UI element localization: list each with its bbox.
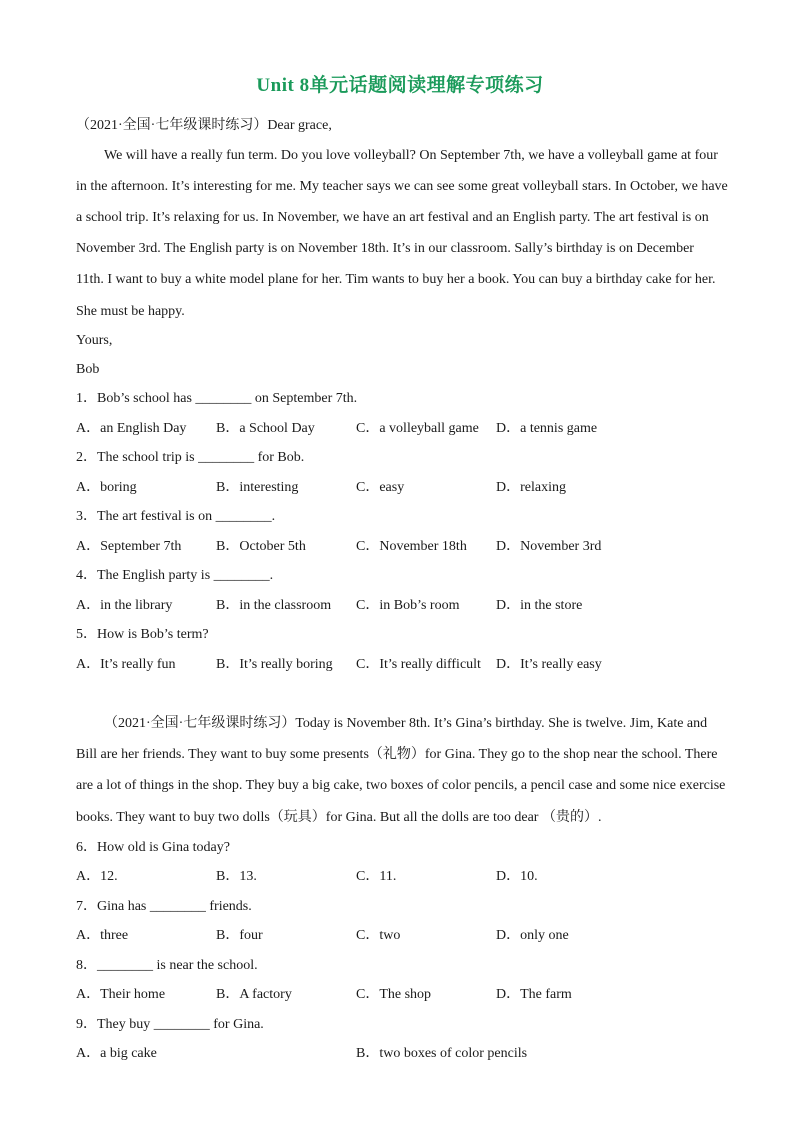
option-2a: A．boring: [76, 480, 137, 495]
option-7a: A．three: [76, 928, 129, 943]
option-9a: A．a big cake: [76, 1046, 157, 1061]
passage2-line: books. They want to buy two dolls（玩具）for Gina. But all the dolls are too dear （贵的）.: [76, 810, 602, 825]
option-2c: C．easy: [356, 480, 405, 495]
question-7: 7．Gina has ________ friends.: [76, 899, 252, 914]
option-4d: D．in the store: [496, 598, 583, 613]
question-5: 5．How is Bob’s term?: [76, 627, 209, 642]
option-7d: D．only one: [496, 928, 569, 943]
option-7c: C．two: [356, 928, 401, 943]
passage1-line: She must be happy.: [76, 304, 185, 319]
option-8d: D．The farm: [496, 987, 572, 1002]
letter-closing: Yours,: [76, 333, 113, 348]
question-3: 3．The art festival is on ________.: [76, 509, 276, 524]
option-2b: B．interesting: [216, 480, 299, 495]
question-6: 6．How old is Gina today?: [76, 840, 230, 855]
question-1: 1．Bob’s school has ________ on September 7th.: [76, 391, 358, 406]
option-6b: B．13.: [216, 869, 257, 884]
passage1-line: November 3rd. The English party is on November 18th. It’s in our classroom. Sally’s birthday is on December: [76, 241, 694, 256]
passage1-line: We will have a really fun term. Do you love volleyball? On September 7th, we have a volleyball game at four: [104, 148, 718, 163]
option-8c: C．The shop: [356, 987, 432, 1002]
option-1d: D．a tennis game: [496, 421, 598, 436]
option-7b: B．four: [216, 928, 263, 943]
option-6a: A．12.: [76, 869, 118, 884]
option-5a: A．It’s really fun: [76, 657, 176, 672]
option-3b: B．October 5th: [216, 539, 306, 554]
option-5d: D．It’s really easy: [496, 657, 602, 672]
question-2: 2．The school trip is ________ for Bob.: [76, 450, 305, 465]
passage2-line: （2021·全国·七年级课时练习）Today is November 8th. It’s Gina’s birthday. She is twelve. Jim, Kate and: [104, 716, 708, 731]
page-title: Unit 8单元话题阅读理解专项练习: [256, 75, 544, 96]
option-1c: C．a volleyball game: [356, 421, 479, 436]
question-4: 4．The English party is ________.: [76, 568, 274, 583]
option-3d: D．November 3rd: [496, 539, 602, 554]
option-8a: A．Their home: [76, 987, 166, 1002]
option-1b: B．a School Day: [216, 421, 315, 436]
passage1-line: in the afternoon. It’s interesting for me. My teacher says we can see some great volleyball stars. In October, we have: [76, 179, 728, 194]
option-1a: A．an English Day: [76, 421, 187, 436]
passage2-line: Bill are her friends. They want to buy some presents（礼物）for Gina. They go to the shop near the school. There: [76, 747, 718, 762]
option-5b: B．It’s really boring: [216, 657, 333, 672]
option-8b: B．A factory: [216, 987, 292, 1002]
passage2-line: are a lot of things in the shop. They buy a big cake, two boxes of color pencils, a pencil case and some nice exercise: [76, 778, 726, 793]
option-6d: D．10.: [496, 869, 538, 884]
option-4c: C．in Bob’s room: [356, 598, 460, 613]
option-6c: C．11.: [356, 869, 397, 884]
option-4b: B．in the classroom: [216, 598, 332, 613]
passage1-source: （2021·全国·七年级课时练习）Dear grace,: [76, 118, 332, 133]
passage1-line: 11th. I want to buy a white model plane for her. Tim wants to buy her a book. You can buy a birthday cake for her.: [76, 272, 716, 287]
passage1-line: a school trip. It’s relaxing for us. In November, we have an art festival and an English party. The art festival is on: [76, 210, 709, 225]
option-5c: C．It’s really difficult: [356, 657, 481, 672]
option-3c: C．November 18th: [356, 539, 467, 554]
option-4a: A．in the library: [76, 598, 173, 613]
option-3a: A．September 7th: [76, 539, 182, 554]
option-2d: D．relaxing: [496, 480, 566, 495]
question-8: 8．________ is near the school.: [76, 958, 258, 973]
question-9: 9．They buy ________ for Gina.: [76, 1017, 264, 1032]
option-9b: B．two boxes of color pencils: [356, 1046, 528, 1061]
letter-signature: Bob: [76, 362, 100, 377]
